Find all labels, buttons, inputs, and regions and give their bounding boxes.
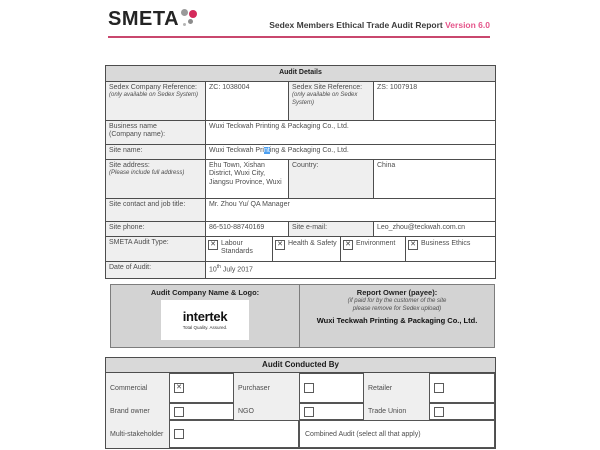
site-ref-note: (only available on Sedex System) [292,92,358,106]
logo-dot-grey-icon [181,9,188,16]
checkbox-checked-icon[interactable]: ✕ [408,240,418,250]
site-address-label: Site address: (Please include full address) [106,160,206,199]
intertek-logo [161,300,249,340]
logo-dot-grey-icon [183,23,186,26]
document-title-text: Sedex Members Ethical Trade Audit Report [269,20,443,30]
site-phone-label: Site phone: [106,222,206,237]
conducted-checkbox-brand-owner[interactable] [169,403,234,420]
report-owner-title: Report Owner (payee): [356,288,438,297]
audit-type-options [206,237,495,262]
smeta-logo [108,9,199,35]
conducted-label-purchaser: Purchaser [238,384,270,392]
site-contact-value: Mr. Zhou Yu/ QA Manager [206,199,495,222]
conducted-label-ngo: NGO [238,408,254,415]
audit-company-panel [110,284,495,348]
smeta-logo-text: SMETA [108,8,180,30]
audit-type-environment[interactable]: ✕ Environment [341,237,406,261]
site-contact-label: Site contact and job title: [106,199,206,222]
site-name-label: Site name: [106,145,206,160]
audit-date-label: Date of Audit: [106,262,206,278]
conducted-checkbox-commercial[interactable] [169,373,234,403]
conducted-checkbox-ngo[interactable] [299,403,364,420]
site-ref-label: Sedex Site Reference: (only available on Sedex System) [289,82,374,121]
combined-audit-cell: Combined Audit (select all that apply) [299,420,495,448]
site-address-note: (Please include full address) [109,170,185,177]
conducted-checkbox-retailer[interactable] [429,373,495,403]
checkbox-empty-icon[interactable] [174,407,184,417]
audit-company-block [111,285,300,347]
audit-date-value: 10th July 2017 [209,264,253,274]
header-divider [108,36,490,38]
audit-type-labour[interactable]: ✕ Labour Standards [206,237,273,261]
country-value: China [374,160,495,199]
company-ref-label: Sedex Company Reference: (only available on Sedex System) [106,82,206,121]
intertek-logo-text: intertek [182,309,228,324]
audit-conducted-by-grid [106,373,495,448]
checkbox-empty-icon[interactable] [304,407,314,417]
conducted-label-brand-owner: Brand owner [110,408,150,415]
intertek-tagline: Total Quality. Assured. [182,325,228,330]
site-address-value: Ehu Town, Xishan District, Wuxi City, Jiangsu Province, Wuxi [206,160,289,199]
conducted-checkbox-multi-stakeholder[interactable] [169,420,299,448]
site-email-value: Leo_zhou@teckwah.com.cn [374,222,495,237]
audit-type-health-safety[interactable]: ✕ Health & Safety [273,237,341,261]
conducted-label-trade-union: Trade Union [368,408,407,415]
audit-details-table [105,65,496,279]
business-name-label: Business name (Company name): [106,121,206,145]
conducted-checkbox-purchaser[interactable] [299,373,364,403]
audit-details-header: Audit Details [106,66,495,82]
checkbox-empty-icon[interactable] [304,383,314,393]
site-email-label: Site e-mail: [289,222,374,237]
conducted-label-multi-stakeholder: Multi-stakeholder [110,430,164,438]
checkbox-empty-icon[interactable] [434,407,444,417]
logo-dot-pink-icon [189,10,197,18]
checkbox-checked-icon[interactable]: ✕ [343,240,353,250]
audit-conducted-by-table [105,357,496,449]
conducted-label-commercial: Commercial [110,384,148,392]
report-owner-note: (if paid for by the customer of the site please remove for Sedex upload) [347,298,447,312]
report-owner-company: Wuxi Teckwah Printing & Packaging Co., Ltd. [316,315,478,325]
checkbox-empty-icon[interactable] [434,383,444,393]
document-version: Version 6.0 [445,20,490,30]
conducted-label-retailer: Retailer [368,384,393,392]
text-selection: nt [263,147,270,154]
logo-dot-grey-icon [188,19,193,24]
site-ref-value: ZS: 1007918 [374,82,495,121]
checkbox-checked-icon[interactable]: ✕ [208,240,218,250]
document-title [269,20,490,30]
audit-conducted-by-header: Audit Conducted By [106,358,495,373]
business-name-value: Wuxi Teckwah Printing & Packaging Co., Ltd. [206,121,495,145]
company-ref-note: (only available on Sedex System) [109,92,199,99]
audit-company-title: Audit Company Name & Logo: [150,288,260,297]
site-phone-value: 86-510-88740169 [206,222,289,237]
smeta-logo-dots-icon [179,9,199,31]
report-owner-block [300,285,494,347]
checkbox-checked-icon[interactable]: ✕ [174,383,184,393]
audit-type-label: SMETA Audit Type: [106,237,206,262]
conducted-checkbox-trade-union[interactable] [429,403,495,420]
checkbox-empty-icon[interactable] [174,429,184,439]
site-name-value[interactable]: Wuxi Teckwah Printing & Packaging Co., Ltd. [206,145,495,160]
audit-type-business-ethics[interactable]: ✕ Business Ethics [406,237,495,261]
country-label: Country: [289,160,374,199]
checkbox-checked-icon[interactable]: ✕ [275,240,285,250]
company-ref-value: ZC: 1038004 [206,82,289,121]
